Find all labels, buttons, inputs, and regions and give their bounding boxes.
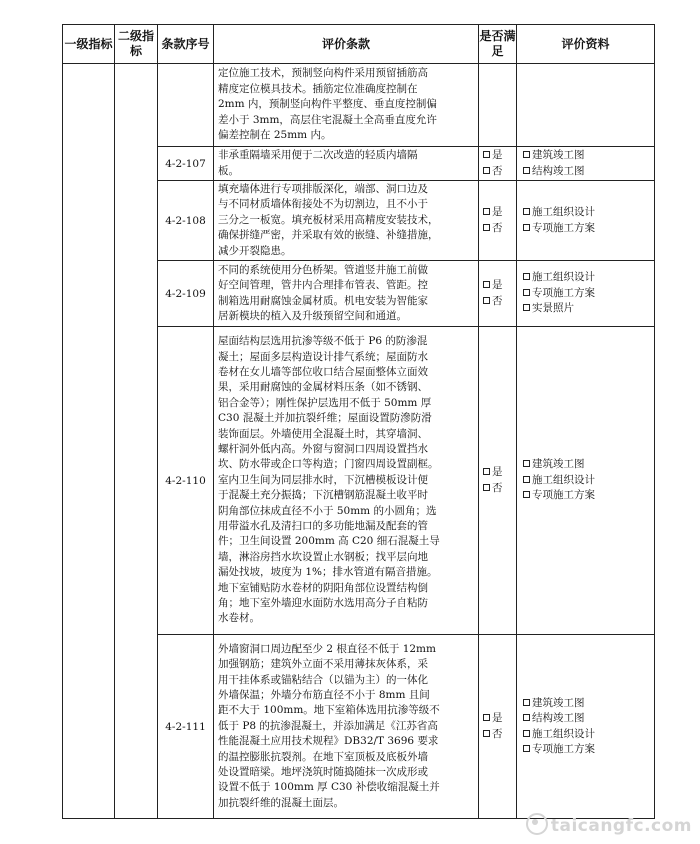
checkbox-yes[interactable]	[483, 208, 490, 215]
watermark-logo-icon	[526, 813, 548, 835]
clause-line: 角；地下室外墙迎水面防水选用高分子自粘防	[218, 597, 428, 610]
clause-line: 外墙保温；外墙分布筋直径不小于 8mm 且间	[218, 688, 430, 701]
material-item[interactable]	[523, 221, 654, 236]
clause-line: 地下室铺贴防水卷材的阴阳角部位设置结构倒	[218, 581, 428, 594]
clause-code: 4-2-110	[158, 327, 214, 635]
clause-line: 加抗裂纤维的混凝土面层。	[218, 796, 344, 809]
checkbox-yes[interactable]	[483, 151, 490, 158]
clause-line: 制箱选用耐腐蚀金属材质。机电安装为智能家	[218, 294, 428, 307]
clause-cell	[214, 147, 479, 181]
material-item[interactable]	[523, 301, 654, 316]
clause-cell	[214, 261, 479, 327]
clause-line: 果，采用耐腐蚀的金属材料压条（如不锈钢、	[218, 381, 428, 394]
option-no[interactable]	[483, 221, 516, 236]
material-checkbox[interactable]	[523, 151, 530, 158]
clause-line: 螺杆洞外低内高。外窗与窗洞口四周设置挡水	[218, 442, 428, 455]
material-checkbox[interactable]	[523, 304, 530, 311]
level1-cell	[63, 64, 115, 819]
material-checkbox[interactable]	[523, 699, 530, 706]
clause-line: 用干挂体系或锚粘结合（以锚为主）的一体化	[218, 673, 428, 686]
checkbox-yes[interactable]	[483, 281, 490, 288]
material-item[interactable]	[523, 205, 654, 220]
material-checkbox[interactable]	[523, 491, 530, 498]
checkbox-no[interactable]	[483, 484, 490, 491]
clause-line: 于混凝土充分振捣；下沉槽钢筋混凝土收平时	[218, 489, 428, 502]
header-satisfied: 是否满足	[479, 25, 517, 64]
material-checkbox[interactable]	[523, 714, 530, 721]
material-checkbox[interactable]	[523, 208, 530, 215]
option-label: 否	[492, 481, 503, 494]
material-item[interactable]	[523, 457, 654, 472]
option-yes[interactable]	[483, 205, 516, 220]
clause-line: 确保拼缝严密，并采取有效的嵌缝、补缝措施，	[218, 229, 439, 242]
material-label: 建筑竣工图	[532, 458, 585, 471]
material-item[interactable]	[523, 727, 654, 742]
header-materials: 评价资料	[517, 25, 655, 64]
watermark	[526, 813, 692, 836]
clause-line: 精度定位模具技术。插筋定位准确度控制在	[218, 82, 418, 95]
material-checkbox[interactable]	[523, 273, 530, 280]
option-no[interactable]	[483, 164, 516, 179]
checkbox-no[interactable]	[483, 224, 490, 231]
clause-line: 填充墙体进行专项排版深化，端部、洞口边及	[218, 182, 428, 195]
material-label: 专项施工方案	[532, 286, 595, 299]
material-checkbox[interactable]	[523, 224, 530, 231]
clause-line: 距不大于 100mm。地下室箱体选用抗渗等级不	[218, 704, 440, 717]
option-label: 否	[492, 727, 503, 740]
clause-line: C30 混凝土并加抗裂纤维；屋面设置防滲防滑	[218, 412, 432, 425]
material-item[interactable]	[523, 742, 654, 757]
option-label: 是	[492, 279, 503, 292]
option-label: 是	[492, 149, 503, 162]
materials-list	[517, 147, 655, 181]
clause-line: 好空间管理，管井内合理排布管表、管距。控	[218, 279, 428, 292]
material-label: 专项施工方案	[532, 221, 595, 234]
watermark-text: taicangfc.com	[550, 816, 692, 836]
clause-line: 室内卫生间为同层排水时，下沉槽模板设计便	[218, 473, 428, 486]
clause-line: 加强钢筋；建筑外立面不采用薄抹灰体系，采	[218, 658, 428, 671]
clause-line: 墙，淋浴房挡水坎设置止水钢板；找平层向地	[218, 550, 428, 563]
material-label: 专项施工方案	[532, 742, 595, 755]
material-checkbox[interactable]	[523, 460, 530, 467]
clause-line: 铝合金等）；刚性保护层选用不低于 50mm 厚	[218, 396, 432, 409]
material-checkbox[interactable]	[523, 476, 530, 483]
clause-line: 屋面结构层选用抗渗等级不低于 P6 的防渗混	[218, 335, 428, 348]
material-label: 建筑竣工图	[532, 696, 585, 709]
satisfied-options	[479, 181, 517, 261]
clause-line: 卷材在女儿墙等部位收口结合屋面整体立面效	[218, 365, 428, 378]
option-label: 否	[492, 164, 503, 177]
materials-cell	[517, 64, 655, 147]
clause-cell	[214, 327, 479, 635]
material-label: 施工组织设计	[532, 473, 595, 486]
code-cell	[158, 64, 214, 147]
option-yes[interactable]	[483, 278, 516, 293]
clause-line: 居新模块的植入及升级预留空间和通道。	[218, 309, 407, 322]
material-label: 建筑竣工图	[532, 149, 585, 162]
material-checkbox[interactable]	[523, 745, 530, 752]
clause-code: 4-2-109	[158, 261, 214, 327]
clause-line: 2mm 内，预制竖向构件平整度、垂直度控制偏	[218, 98, 437, 111]
materials-list	[517, 327, 655, 635]
clause-cell	[214, 635, 479, 819]
clause-line: 非承重隔墙采用便于二次改造的轻质内墙隔	[218, 149, 418, 162]
material-item[interactable]	[523, 148, 654, 163]
option-label: 否	[492, 294, 503, 307]
material-item[interactable]	[523, 473, 654, 488]
option-label: 是	[492, 712, 503, 725]
clause-line: 坎、防水带或企口等构造；门窗四周设置副框。	[218, 458, 439, 471]
material-label: 施工组织设计	[532, 271, 595, 284]
material-checkbox[interactable]	[523, 730, 530, 737]
clause-line: 处设置暗梁。地坪浇筑时随捣随抹一次成形或	[218, 766, 428, 779]
material-item[interactable]	[523, 164, 654, 179]
option-no[interactable]	[483, 727, 516, 742]
materials-list	[517, 635, 655, 819]
checkbox-no[interactable]	[483, 730, 490, 737]
header-level2: 二级指标	[115, 25, 158, 64]
header-level1: 一级指标	[63, 25, 115, 64]
checkbox-no[interactable]	[483, 167, 490, 174]
clause-line: 性能混凝土应用技术规程》DB32/T 3696 要求	[218, 735, 439, 748]
level2-cell	[115, 64, 158, 819]
satisfied-cell	[479, 64, 517, 147]
checkbox-yes[interactable]	[483, 714, 490, 721]
option-label: 是	[492, 466, 503, 479]
clause-line: 偏差控制在 25mm 内。	[218, 129, 332, 142]
clause-code: 4-2-111	[158, 635, 214, 819]
option-yes[interactable]	[483, 465, 516, 480]
material-label: 结构竣工图	[532, 712, 585, 725]
clause-line: 三分之一板宽。填充板材采用高精度安装技术，	[218, 213, 439, 226]
checkbox-yes[interactable]	[483, 468, 490, 475]
clause-line: 定位施工技术，预制竖向构件采用预留插筋高	[218, 67, 428, 80]
option-yes[interactable]	[483, 148, 516, 163]
clause-cell	[214, 181, 479, 261]
clause-line: 凝土；屋面多层构造设计排气系统；屋面防水	[218, 350, 428, 363]
header-clause-no: 条款序号	[158, 25, 214, 64]
clause-line: 板。	[218, 164, 239, 177]
clause-line: 外墙窗洞口周边配至少 2 根直径不低于 12mm	[218, 642, 436, 655]
material-label: 施工组织设计	[532, 206, 595, 219]
clause-line: 用带溢水孔及清扫口的多功能地漏及配套的管	[218, 520, 428, 533]
clause-line: 设置不低于 100mm 厚 C30 补偿收缩混凝土并	[218, 781, 440, 794]
clause-line: 低于 P8 的抗渗混凝土，并添加满足《江苏省高	[218, 719, 438, 732]
satisfied-options	[479, 261, 517, 327]
material-label: 实景照片	[532, 302, 574, 315]
clause-line: 漏处找坡，坡度为 1%；排水管道有隔音措施。	[218, 566, 438, 579]
clause-code: 4-2-108	[158, 181, 214, 261]
checkbox-no[interactable]	[483, 297, 490, 304]
material-checkbox[interactable]	[523, 167, 530, 174]
clause-line: 减少开裂隐患。	[218, 244, 292, 257]
clause-line: 不同的系统使用分色桥架。管道竖井施工前做	[218, 263, 428, 276]
clause-line: 的温控膨胀抗裂剂。在地下室顶板及底板外墙	[218, 750, 428, 763]
clause-code: 4-2-107	[158, 147, 214, 181]
materials-list	[517, 181, 655, 261]
satisfied-options	[479, 327, 517, 635]
evaluation-table	[62, 24, 655, 819]
header-row	[63, 25, 655, 64]
clause-line: 件；卫生间设置 200mm 高 C20 细石混凝土导	[218, 535, 440, 548]
material-label: 结构竣工图	[532, 164, 585, 177]
material-item[interactable]	[523, 286, 654, 301]
option-yes[interactable]	[483, 711, 516, 726]
material-item[interactable]	[523, 270, 654, 285]
clause-line: 阴角部位抹成直径不小于 50mm 的小圆角；选	[218, 504, 437, 517]
material-label: 施工组织设计	[532, 727, 595, 740]
material-checkbox[interactable]	[523, 289, 530, 296]
material-item[interactable]	[523, 488, 654, 503]
option-no[interactable]	[483, 294, 516, 309]
header-clause: 评价条款	[214, 25, 479, 64]
material-item[interactable]	[523, 696, 654, 711]
option-no[interactable]	[483, 481, 516, 496]
satisfied-options	[479, 147, 517, 181]
option-label: 是	[492, 206, 503, 219]
satisfied-options	[479, 635, 517, 819]
continuation-clause	[214, 64, 479, 147]
material-label: 专项施工方案	[532, 489, 595, 502]
clause-line: 与不同材质墙体衔接处不为切割边，且不小于	[218, 198, 428, 211]
clause-line: 水卷材。	[218, 612, 260, 625]
continuation-row	[63, 64, 655, 147]
clause-line: 差小于 3mm，高层住宅混凝土全高垂直度允许	[218, 113, 437, 126]
materials-list	[517, 261, 655, 327]
clause-line: 装饰面层。外墙使用全混凝土时，其穿墙洞、	[218, 427, 428, 440]
option-label: 否	[492, 221, 503, 234]
material-item[interactable]	[523, 711, 654, 726]
